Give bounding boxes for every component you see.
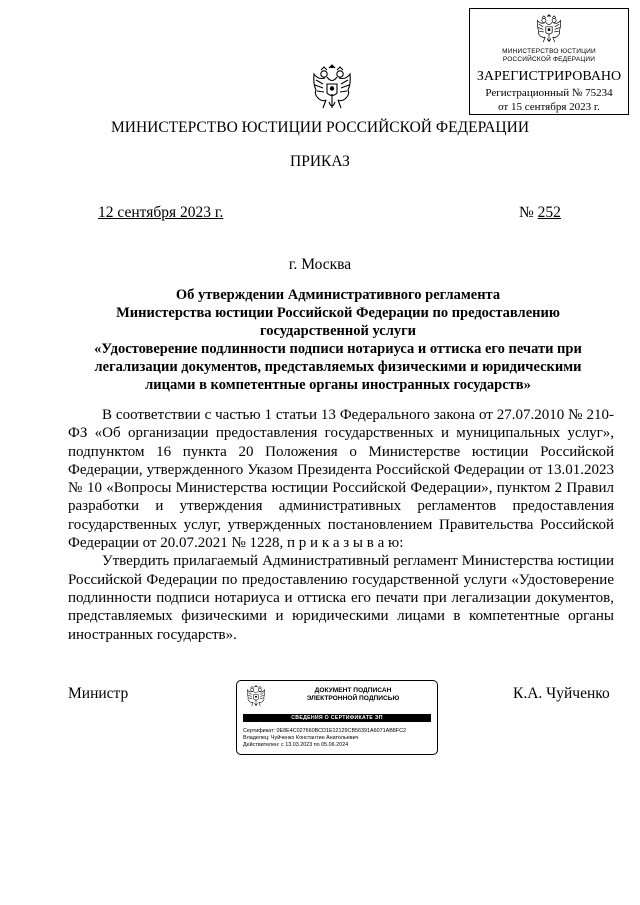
ministry-title: МИНИСТЕРСТВО ЮСТИЦИИ РОССИЙСКОЙ ФЕДЕРАЦИИ xyxy=(110,119,530,136)
esig-owner: Владелец: Чуйченко Константин Анатольевич xyxy=(243,735,359,741)
title-line: «Удостоверение подлинности подписи нотариуса и оттиска его печати при xyxy=(94,341,582,357)
esig-certificate: Сертификат: 0E8E4C027660BCD1E12129CB56391A6071AB8FC2 xyxy=(243,728,406,734)
title-line: лицами в компетентные органы иностранных государств» xyxy=(145,377,531,393)
document-type: ПРИКАЗ xyxy=(290,153,350,170)
signer-name: К.А. Чуйченко xyxy=(513,685,610,702)
esig-heading-line: ДОКУМЕНТ ПОДПИСАН xyxy=(314,687,392,694)
registration-stamp xyxy=(469,8,629,115)
title-line: Об утверждении Административного регламента xyxy=(175,287,501,303)
stamp-reg-date: от 15 сентября 2023 г. xyxy=(498,101,600,113)
esig-heading xyxy=(271,687,435,703)
stamp-ministry xyxy=(470,48,628,64)
title-line: Министерства юстиции Российской Федерации по предоставлению xyxy=(116,305,560,321)
order-number-value: 252 xyxy=(537,204,561,221)
esig-certificate-bar: СВЕДЕНИЯ О СЕРТИФИКАТЕ ЭП xyxy=(243,714,431,722)
electronic-signature-stamp xyxy=(236,680,438,755)
body-paragraph: В соответствии с частью 1 статьи 13 Федерального закона от 27.07.2010 № 210-ФЗ «Об организации предоставления государственных и муниципальных услуг», подпунктом 16 пункта 20 Положения о Министерстве юстиции Российской Федерации, утвержденного Указом Президента Российской Федерации от 13.01.2023 № 10 «Вопросы Министерства юстиции Российской Федерации», пунктом 2 Правил разработки и утверждения административных регламентов предоставления государственных услуг, утвержденных постановлением Правительства Российской Федерации от 20.07.2021 № 1228, п р и к а з ы в а ю: xyxy=(68,407,614,552)
document-body xyxy=(68,406,614,644)
order-number-prefix: № xyxy=(519,204,538,221)
order-date: 12 сентября 2023 г. xyxy=(98,204,224,221)
russian-coat-of-arms-icon xyxy=(310,64,354,114)
order-number xyxy=(519,203,561,223)
title-line: государственной услуги xyxy=(259,323,417,339)
signer-position: Министр xyxy=(68,685,129,702)
stamp-status: ЗАРЕГИСТРИРОВАНО xyxy=(476,69,622,84)
stamp-ministry-line: МИНИСТЕРСТВО ЮСТИЦИИ xyxy=(502,48,596,55)
russian-coat-of-arms-icon xyxy=(534,14,564,46)
russian-coat-of-arms-icon xyxy=(245,685,267,709)
title-line: легализации документов, представляемых физическими и юридическими xyxy=(94,359,582,375)
document-title xyxy=(72,286,604,394)
body-paragraph: Утвердить прилагаемый Административный регламент Министерства юстиции Российской Федерации по предоставлению государственной услуги «Удостоверение подлинности подписи нотариуса и оттиска его печати при легализации документов, представляемых физическими и юридическими лицами в компетентные органы иностранных государств». xyxy=(68,553,614,643)
esig-heading-line: ЭЛЕКТРОННОЙ ПОДПИСЬЮ xyxy=(306,695,400,702)
order-city: г. Москва xyxy=(288,256,352,273)
esig-validity: Действителен: с 13.03.2023 по 05.06.2024 xyxy=(243,742,349,748)
stamp-reg-number: Регистрационный № 75234 xyxy=(485,87,613,99)
stamp-ministry-line: РОССИЙСКОЙ ФЕДЕРАЦИИ xyxy=(502,56,596,63)
